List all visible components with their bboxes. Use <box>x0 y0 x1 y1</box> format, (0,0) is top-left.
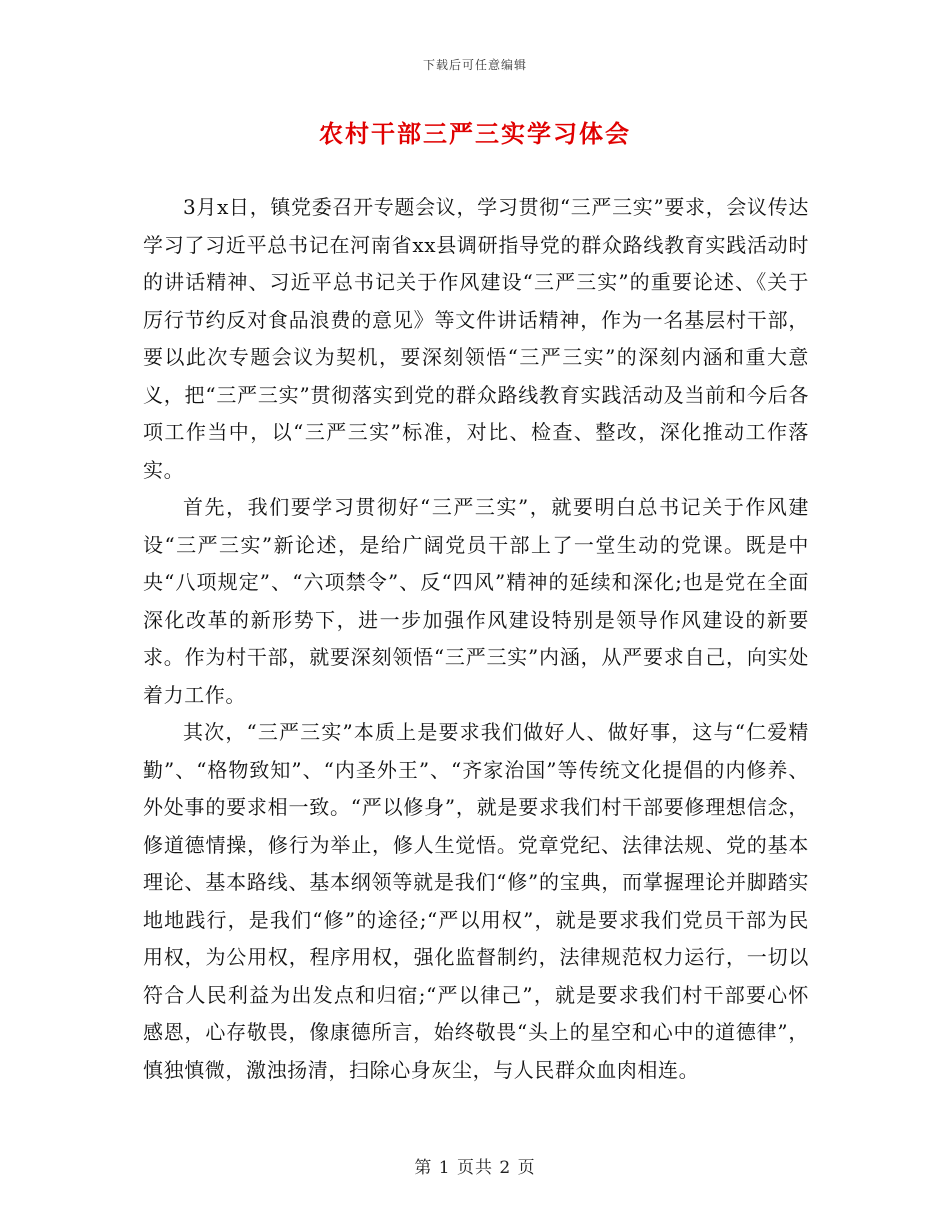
paragraph-3: 其次，“三严三实”本质上是要求我们做好人、做好事，这与“仁爱精勤”、“格物致知”、“内圣外王”、“齐家治国”等传统文化提倡的内修养、外处事的要求相一致。“严以修身”，就是要求我们村干部要修理想信念，修道德情操，修行为举止，修人生觉悟。党章党纪、法律法规、党的基本理论、基本路线、基本纲领等就是我们“修”的宝典，而掌握理论并脚踏实地地践行，是我们“修”的途径;“严以用权”，就是要求我们党员干部为民用权，为公用权，程序用权，强化监督制约，法律规范权力运行，一切以符合人民利益为出发点和归宿;“严以律己”，就是要求我们村干部要心怀感恩，心存敬畏，像康德所言，始终敬畏“头上的星空和心中的道德律”，慎独慎微，激浊扬清，扫除心身灰尘，与人民群众血肉相连。 <box>143 720 809 1082</box>
paragraph-2: 首先，我们要学习贯彻好“三严三实”，就要明白总书记关于作风建设“三严三实”新论述，是给广阔党员干部上了一堂生动的党课。既是中央“八项规定”、“六项禁令”、反“四风”精神的延续和深化;也是党在全面深化改革的新形势下，进一步加强作风建设特别是领导作风建设的新要求。作为村干部，就要深刻领悟“三严三实”内涵，从严要求自己，向实处着力工作。 <box>143 495 809 707</box>
document-body <box>143 189 809 1089</box>
document-title: 农村干部三严三实学习体会 <box>319 119 631 148</box>
paragraph-1: 3月x日，镇党委召开专题会议，学习贯彻“三严三实”要求，会议传达学习了习近平总书记在河南省xx县调研指导党的群众路线教育实践活动时的讲话精神、习近平总书记关于作风建设“三严三实”的重要论述、《关于厉行节约反对食品浪费的意见》等文件讲话精神，作为一名基层村干部，要以此次专题会议为契机，要深刻领悟“三严三实”的深刻内涵和重大意义，把“三严三实”贯彻落实到党的群众路线教育实践活动及当前和今后各项工作当中，以“三严三实”标准，对比、检查、整改，深化推动工作落实。 <box>143 195 809 482</box>
page-number-footer: 第 1 页共 2 页 <box>414 1158 536 1178</box>
header-note: 下载后可任意编辑 <box>422 58 527 72</box>
